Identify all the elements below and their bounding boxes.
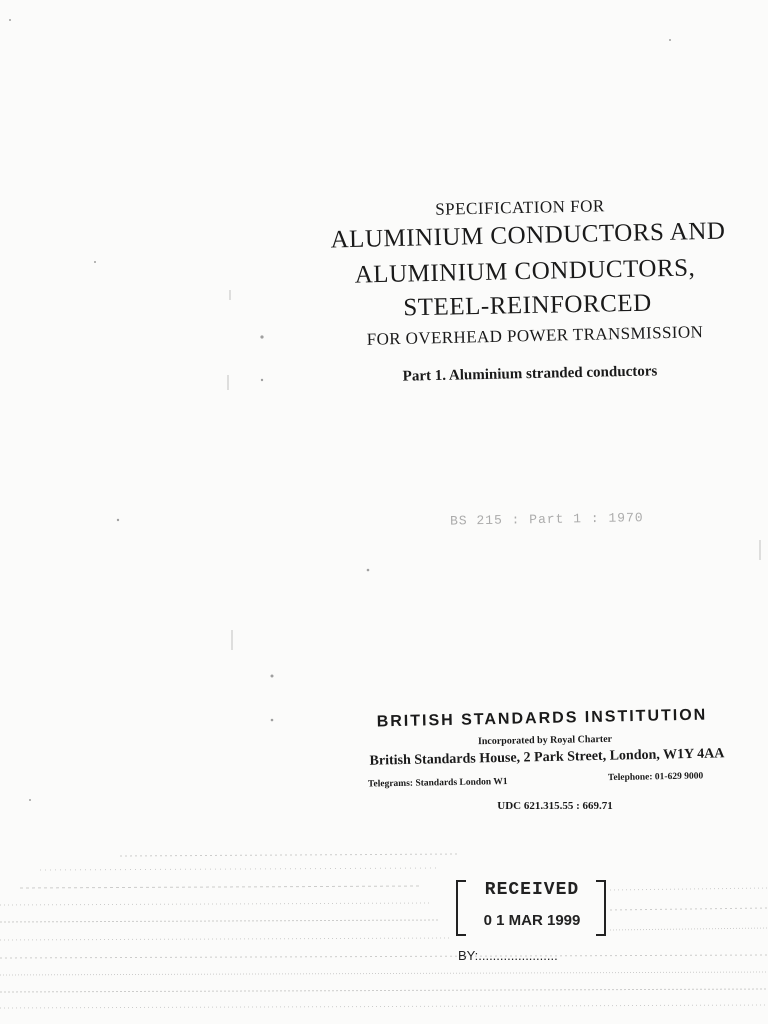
telephone-line: Telephone: 01-629 9000 <box>607 771 704 784</box>
telegrams-line: Telegrams: Standards London W1 <box>367 777 508 790</box>
udc-code: UDC 621.315.55 : 669.71 <box>497 800 613 812</box>
spec-for-label: SPECIFICATION FOR <box>435 196 605 219</box>
title-line-4: FOR OVERHEAD POWER TRANSMISSION <box>366 322 704 349</box>
publisher-name: BRITISH STANDARDS INSTITUTION <box>376 706 708 731</box>
stamp-bracket-right <box>596 880 606 936</box>
stamp-received-word: RECEIVED <box>484 880 580 900</box>
stamp-date: 0 1 MAR 1999 <box>483 912 581 929</box>
standard-number: BS 215 : Part 1 : 1970 <box>449 510 644 529</box>
stamp-by-line: BY:...................... <box>458 948 558 963</box>
part-subtitle: Part 1. Aluminium stranded conductors <box>402 363 658 385</box>
title-line-2: ALUMINIUM CONDUCTORS, <box>354 254 696 289</box>
publisher-address: British Standards House, 2 Park Street, London, W1Y 4AA <box>369 746 725 769</box>
title-line-3: STEEL-REINFORCED <box>403 289 652 322</box>
title-line-1: ALUMINIUM CONDUCTORS AND <box>330 217 726 254</box>
stamp-bracket-left <box>456 880 466 936</box>
charter-line: Incorporated by Royal Charter <box>477 733 613 748</box>
received-stamp <box>456 880 606 942</box>
